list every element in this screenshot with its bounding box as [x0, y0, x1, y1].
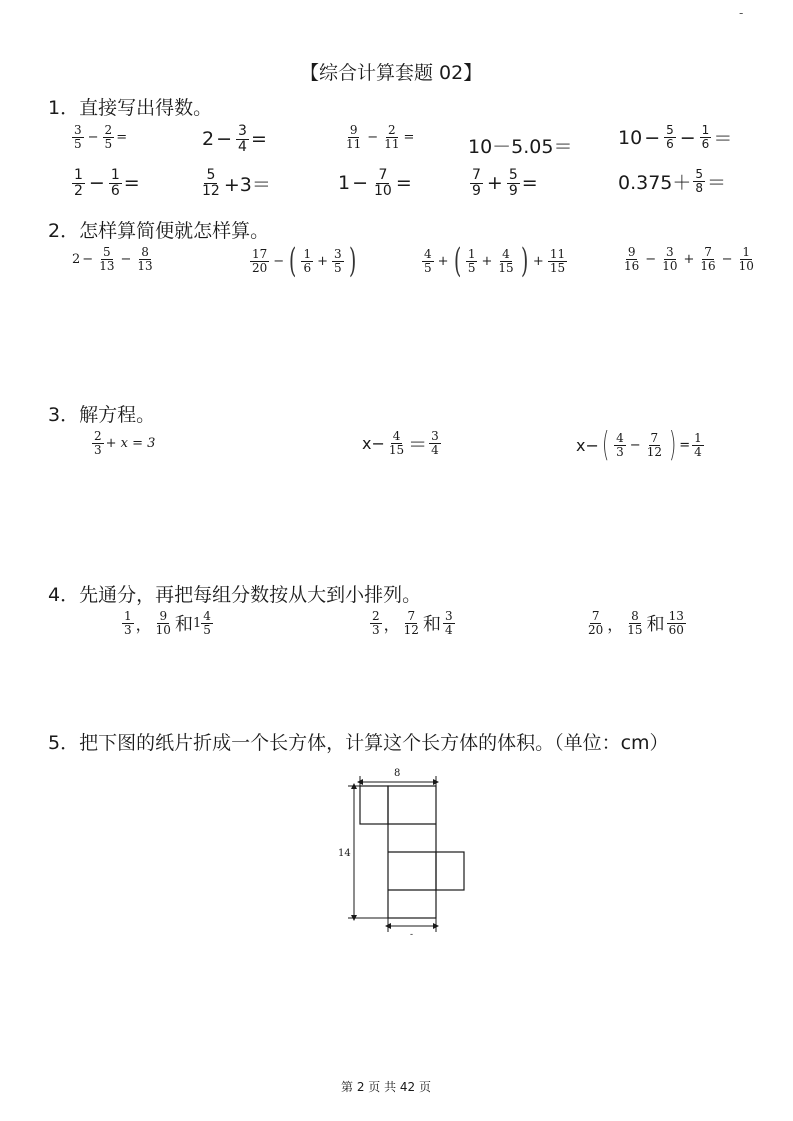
s2-expr-1: 2 − $\frac{5}{13}$ − $\frac{8}{13}$ [72, 245, 153, 273]
dim-label-left: 14 [338, 848, 351, 859]
s1-r2-c1: $\frac{1}{2}$ − $\frac{1}{6}$ = [74, 167, 140, 199]
dim-label-bottom: - [410, 930, 414, 940]
s1-r1-c3: $\frac{9}{11}$ − $\frac{2}{11}$ = [346, 123, 415, 151]
box-net-figure [330, 762, 480, 940]
s4-group-1: $\frac{1}{3}$ ， $\frac{9}{10}$ 和 1 $\frac{4}{5}$ [124, 609, 211, 637]
s3-equation-1: $\frac{2}{3}$ + x = 3 [94, 429, 156, 457]
s1-r2-c4: $\frac{7}{9}$ + $\frac{5}{9}$ = [472, 167, 538, 199]
net-left-flap [360, 786, 388, 824]
dim-label-top: 8 [394, 768, 401, 779]
s1-r1-c4: 10－5.05＝ [468, 136, 573, 158]
s1-r1-c5: 10 − $\frac{5}{6}$ − $\frac{1}{6}$ ＝ [618, 123, 733, 151]
page-title: 【综合计算套题 02】 [300, 62, 483, 84]
s1-r1-c1: $\frac{3}{5}$ − $\frac{2}{5}$ = [74, 123, 128, 151]
s1-r2-c3: 1 − $\frac{7}{10}$ = [338, 167, 412, 199]
section-2-heading: 2．怎样算简便就怎样算。 [48, 220, 270, 242]
s3-equation-3: x− ( $\frac{4}{3}$ − $\frac{7}{12}$ ) = $\frac{1}{4}$ [576, 425, 702, 465]
s3-equation-2: x− $\frac{4}{15}$ ＝ $\frac{3}{4}$ [362, 429, 439, 457]
s4-group-2: $\frac{2}{3}$ ， $\frac{7}{12}$ 和 $\frac{3}{4}$ [372, 609, 453, 637]
s2-expr-3: $\frac{4}{5}$ + ( $\frac{1}{5}$ + $\frac{4}{15}$ ) + $\frac{11}{15}$ [424, 241, 566, 281]
s4-group-3: $\frac{7}{20}$ ， $\frac{8}{15}$ 和 $\frac{13}{60}$ [588, 609, 684, 637]
section-1-heading: 1．直接写出得数。 [48, 97, 213, 119]
section-5-heading: 5．把下图的纸片折成一个长方体，计算这个长方体的体积。（单位：cm） [48, 732, 669, 754]
net-right-flap [436, 852, 464, 890]
corner-mark: - [739, 6, 744, 20]
page-footer: 第 2 页 共 42 页 [341, 1080, 431, 1094]
s2-expr-2: $\frac{17}{20}$ − ( $\frac{1}{6}$ + $\frac{3}{5}$ ) [252, 241, 356, 281]
s1-r1-c2: 2 − $\frac{3}{4}$ = [202, 123, 267, 155]
section-4-heading: 4．先通分，再把每组分数按从大到小排列。 [48, 584, 422, 606]
s1-r2-c2: $\frac{5}{12}$ +3＝ [202, 167, 271, 199]
s2-expr-4: $\frac{9}{16}$ − $\frac{3}{10}$ + $\frac{7}{16}$ − $\frac{1}{10}$ [624, 245, 754, 273]
s1-r2-c5: 0.375＋ $\frac{5}{8}$ ＝ [618, 167, 727, 195]
section-3-heading: 3．解方程。 [48, 404, 156, 426]
